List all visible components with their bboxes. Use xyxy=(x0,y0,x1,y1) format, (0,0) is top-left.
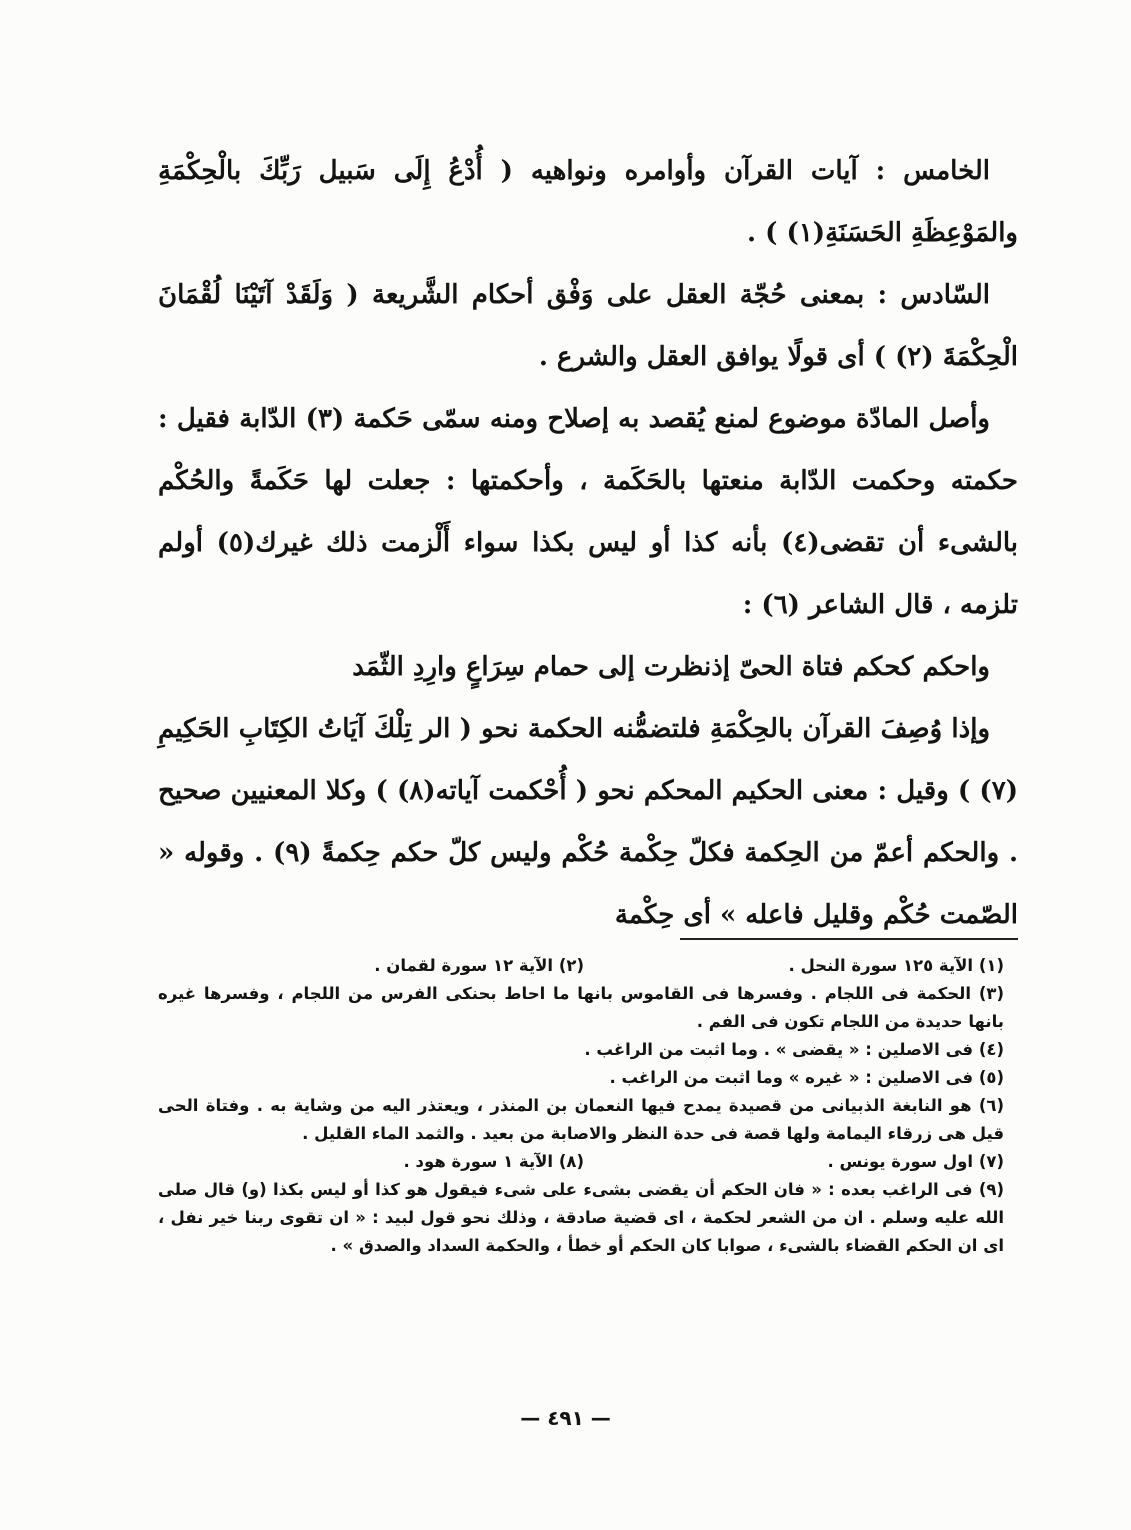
footnote-divider xyxy=(680,938,1018,940)
footnote-9: (٩) فى الراغب بعده : « فان الحكم أن يقضى بشىء على شىء فيقول هو كذا أو ليس بكذا (و) قال صلى الله عليه وسلم . ان من الشعر لحكمة ، اى قضية صادقة ، وذلك نحو قول لبيد : « ان تقوى ربنا خير نفل ، اى ان الحكم القضاء بالشىء ، صوابا كان الحكم أو خطأ ، والحكمة السداد والصدق » . xyxy=(158,1180,1004,1255)
footnote-4: (٤) فى الاصلين : « يقضى » . وما اثبت من الراغب . xyxy=(584,1040,1004,1059)
footnote-2: (٢) الآية ١٢ سورة لقمان . xyxy=(374,956,584,975)
footnote-5: (٥) فى الاصلين : « غيره » وما اثبت من الراغب . xyxy=(609,1068,1004,1087)
paragraph-quran: وإذا وُصِفَ القرآن بالحِكْمَةِ فلتضمُّنه الحكمة نحو ( الر تِلْكَ آيَاتُ الكِتَابِ الحَكِيمِ (٧) ) وقيل : معنى الحكيم المحكم نحو ( أُحْكمت آياته(٨) ) وكلا المعنيين صحيح . والحكم أعمّ من الحِكمة فكلّ حِكْمة حُكْم وليس كلّ حكم حِكمةً (٩) . وقوله « الصّمت حُكْم وقليل فاعله » أى حِكْمة xyxy=(158,714,1018,930)
footnote-7: (٧) اول سورة يونس . xyxy=(827,1152,1004,1171)
footnote-6: (٦) هو النابغة الذبيانى من قصيدة يمدح فيها النعمان بن المنذر ، ويعتذر اليه من وشاية به . وفتاة الحى قيل هى زرقاء اليمامة ولها قصة فى حدة النظر والاصابة من بعيد . والثمد الماء القليل . xyxy=(158,1096,1004,1143)
footnote-8: (٨) الآية ١ سورة هود . xyxy=(403,1152,584,1171)
paragraph-sixth: السّادس : بمعنى حُجّة العقل على وَفْق أحكام الشَّريعة ( وَلَقَدْ آتَيْنَا لُقْمَانَ الْحِكْمَةَ (٢) ) أى قولًا يوافق العقل والشرع . xyxy=(158,280,1018,372)
footnote-row xyxy=(158,1148,1018,1176)
main-text xyxy=(158,140,1018,946)
page-number: — ٤٩١ — xyxy=(520,1406,611,1430)
footnote-1: (١) الآية ١٢٥ سورة النحل . xyxy=(788,956,1004,975)
paragraph-origin: وأصل المادّة موضوع لمنع يُقصد به إصلاح ومنه سمّى حَكمة (٣) الدّابة فقيل : حكمته وحكمت الدّابة منعتها بالحَكَمة ، وأحكمتها : جعلت لها حَكَمةً والحُكْم بالشىء أن تقضى(٤) بأنه كذا أو ليس بكذا سواء أَلْزمت ذلك غيرك(٥) أولم تلزمه ، قال الشاعر (٦) : xyxy=(158,404,1019,620)
footnote-row xyxy=(158,952,1018,980)
footnote-3: (٣) الحكمة فى اللجام . وفسرها فى القاموس بانها ما احاط بحنكى الفرس من اللجام ، وفسرها غيره بانها حديدة من اللجام تكون فى الفم . xyxy=(158,984,1004,1031)
footnotes xyxy=(158,952,1018,1260)
paragraph-fifth: الخامس : آيات القرآن وأوامره ونواهيه ( أُدْعُ إِلَى سَبيل رَبِّكَ بالْحِكْمَةِ والمَوْعِظَةِ الحَسَنَةِ(١) ) . xyxy=(158,156,1018,248)
poem-verse: واحكم كحكم فتاة الحىّ إذنظرت إلى حمام سِرَاعٍ وارِدِ الثّمَد xyxy=(352,652,990,682)
